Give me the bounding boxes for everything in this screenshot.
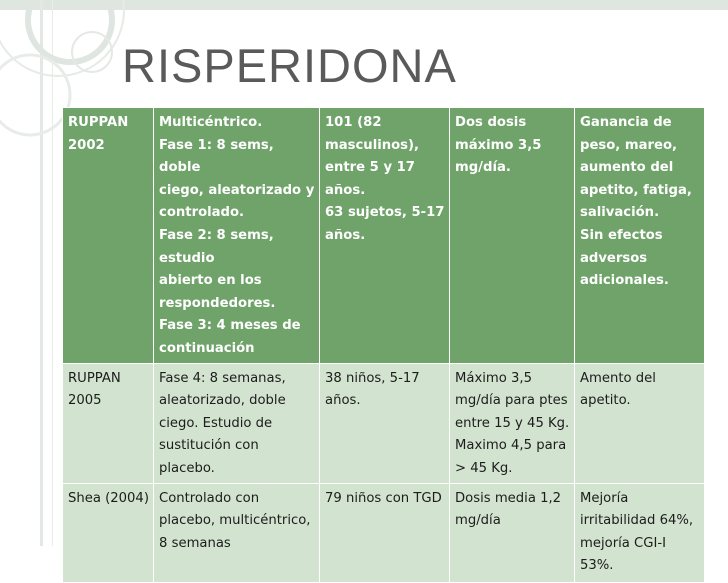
dose-cell: Máximo 3,5 mg/día para ptes entre 15 y 45 Kg. Maximo 4,5 para > 45 Kg. [450,363,575,483]
effects-cell: Mejoría irritabilidad 64%, mejoría CGI-I 53%. [575,483,705,582]
table-row [63,108,705,364]
table-row [63,363,705,483]
design-cell: Controlado con placebo, multicéntrico, 8 semanas [154,483,320,582]
dose-cell: Dosis media 1,2 mg/día [450,483,575,582]
slide-title: RISPERIDONA [122,39,457,92]
sample-cell: 38 niños, 5-17 años. [320,363,450,483]
table-row [63,483,705,582]
effects-cell: Amento del apetito. [575,363,705,483]
studies-table [62,107,705,583]
study-cell: RUPPAN 2005 [63,363,154,483]
dose-cell: Dos dosis máximo 3,5 mg/día. [450,108,575,364]
sample-cell: 101 (82 masculinos), entre 5 y 17 años. 63 sujetos, 5-17 años. [320,108,450,364]
design-cell: Multicéntrico. Fase 1: 8 sems, doble ciego, aleatorizado y controlado. Fase 2: 8 sems, estudio abierto en los respondedores. Fase 3: 4 meses de continuación [154,108,320,364]
sample-cell: 79 niños con TGD [320,483,450,582]
study-cell: RUPPAN 2002 [63,108,154,364]
effects-cell: Ganancia de peso, mareo, aumento del apetito, fatiga, salivación. Sin efectos adversos adicionales. [575,108,705,364]
study-cell: Shea (2004) [63,483,154,582]
design-cell: Fase 4: 8 semanas, aleatorizado, doble ciego. Estudio de sustitución con placebo. [154,363,320,483]
